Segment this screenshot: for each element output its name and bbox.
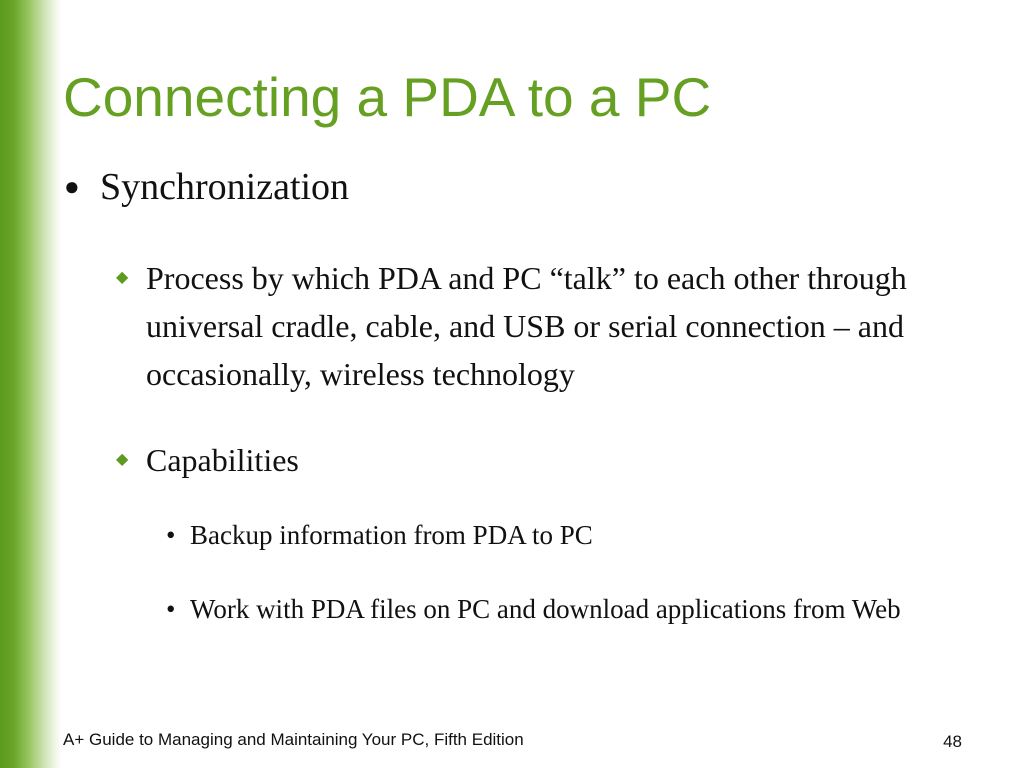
dot-bullet-icon: •	[166, 520, 176, 550]
capability-item-text: Work with PDA files on PC and download applications from Web	[190, 594, 901, 624]
green-gradient-sidebar	[0, 0, 62, 768]
slide-title: Connecting a PDA to a PC	[63, 66, 712, 128]
diamond-bullet-icon: ◆	[116, 451, 129, 468]
page-number: 48	[943, 732, 962, 751]
diamond-bullet-icon: ◆	[116, 269, 129, 286]
bullet-capabilities-text: Capabilities	[146, 442, 299, 478]
dot-bullet-icon: •	[166, 594, 176, 624]
bullet-synchronization-text: Synchronization	[100, 166, 350, 208]
capability-item-text: Backup information from PDA to PC	[190, 520, 593, 550]
footer-text: A+ Guide to Managing and Maintaining Your PC, Fifth Edition	[63, 730, 524, 749]
bullet-process-text: Process by which PDA and PC “talk” to each other through universal cradle, cable, and USB or serial connection – and occasionally, wireless technology	[146, 260, 907, 392]
round-bullet-icon: ●	[64, 172, 80, 201]
